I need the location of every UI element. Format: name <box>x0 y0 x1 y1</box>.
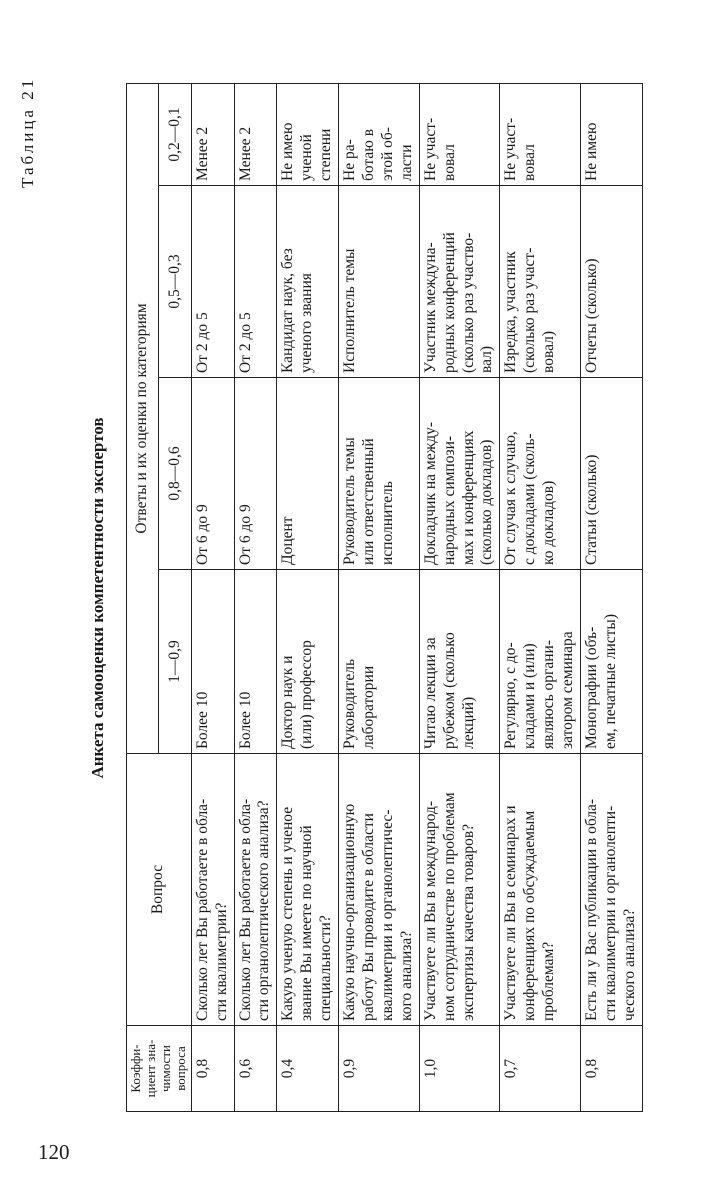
answer-cell: Не имею <box>580 83 642 185</box>
answer-cell: Монографии (объ- ем, печатные листы) <box>580 570 642 754</box>
coefficient-cell: 0,8 <box>580 1026 642 1112</box>
survey-table <box>126 83 643 1112</box>
answer-cell: Менее 2 <box>234 83 277 185</box>
answer-cell: Отчеты (сколько) <box>580 186 642 378</box>
answer-cell: От 6 до 9 <box>234 378 277 570</box>
answer-cell: От 2 до 5 <box>191 186 234 378</box>
answer-cell: Исполнитель темы <box>339 186 420 378</box>
answer-cell: Менее 2 <box>191 83 234 185</box>
header-category: 0,5—0,3 <box>159 186 191 378</box>
answer-cell: Не ра- ботаю в этой об- ласти <box>339 83 420 185</box>
answer-cell: От 6 до 9 <box>191 378 234 570</box>
header-question: Вопрос <box>127 754 192 1026</box>
table-row <box>339 83 420 1111</box>
answer-cell: Докладчик на между- народных симпози- мах и конференциях (сколько докладов) <box>419 378 500 570</box>
question-cell: Сколько лет Вы работаете в обла- сти органолептического анализа? <box>234 754 277 1026</box>
table-row <box>500 83 581 1111</box>
coefficient-cell: 0,7 <box>500 1026 581 1112</box>
table-row <box>191 83 234 1111</box>
answer-cell: Доктор наук и (или) профессор <box>277 570 339 754</box>
answer-cell: Статьи (сколько) <box>580 378 642 570</box>
answer-cell: Руководитель темы или ответственный исполнитель <box>339 378 420 570</box>
table-row <box>277 83 339 1111</box>
question-cell: Участвуете ли Вы в международ- ном сотрудничестве по проблемам экспертизы качества товаров? <box>419 754 500 1026</box>
survey-table-body <box>191 83 642 1111</box>
answer-cell: Читаю лекции за рубежом (сколько лекций) <box>419 570 500 754</box>
answer-cell: Не участ- вовал <box>500 83 581 185</box>
coefficient-cell: 0,4 <box>277 1026 339 1112</box>
coefficient-cell: 0,8 <box>191 1026 234 1112</box>
table-row <box>419 83 500 1111</box>
question-cell: Какую научно-организационную работу Вы проводите в области квалиметрии и органолептичес- кого анализа? <box>339 754 420 1026</box>
answer-cell: Регулярно, с до- кладами и (или) являюсь органи- затором семинара <box>500 570 581 754</box>
answer-cell: Не имею ученой степени <box>277 83 339 185</box>
answer-cell: Кандидат наук, без ученого звания <box>277 186 339 378</box>
answer-cell: Более 10 <box>234 570 277 754</box>
table-title: Анкета самооценки компетентности экспертов <box>88 417 107 779</box>
coefficient-cell: 1,0 <box>419 1026 500 1112</box>
header-row-top <box>127 83 159 1111</box>
answer-cell: Более 10 <box>191 570 234 754</box>
table-row <box>580 83 642 1111</box>
coefficient-cell: 0,9 <box>339 1026 420 1112</box>
answer-cell: От случая к случаю, с докладами (сколь- ко докладов) <box>500 378 581 570</box>
answer-cell: Изредка, участник (сколько раз участ- вовал) <box>500 186 581 378</box>
question-cell: Какую ученую степень и ученое звание Вы имеете по научной специальности? <box>277 754 339 1026</box>
question-cell: Есть ли у Вас публикации в обла- сти квалиметрии и органолепти- ческого анализа? <box>580 754 642 1026</box>
table-row <box>234 83 277 1111</box>
table-label: Таблица 21 <box>18 76 37 188</box>
coefficient-cell: 0,6 <box>234 1026 277 1112</box>
page-number: 120 <box>38 1140 70 1164</box>
header-category: 0,8—0,6 <box>159 378 191 570</box>
answer-cell: От 2 до 5 <box>234 186 277 378</box>
header-category: 1—0,9 <box>159 570 191 754</box>
answer-cell: Участник междуна- родных конференций (сколько раз участво- вал) <box>419 186 500 378</box>
answer-cell: Руководитель лаборатории <box>339 570 420 754</box>
header-category: 0,2—0,1 <box>159 83 191 185</box>
answer-cell: Не участ- вовал <box>419 83 500 185</box>
answer-cell: Доцент <box>277 378 339 570</box>
header-answers-group: Ответы и их оценки по категориям <box>127 83 159 753</box>
header-coefficient: Коэффи- циент зна- чимости вопроса <box>127 1026 192 1112</box>
question-cell: Участвуете ли Вы в семинарах и конференциях по обсуждаемым проблемам? <box>500 754 581 1026</box>
question-cell: Сколько лет Вы работаете в обла- сти квалиметрии? <box>191 754 234 1026</box>
